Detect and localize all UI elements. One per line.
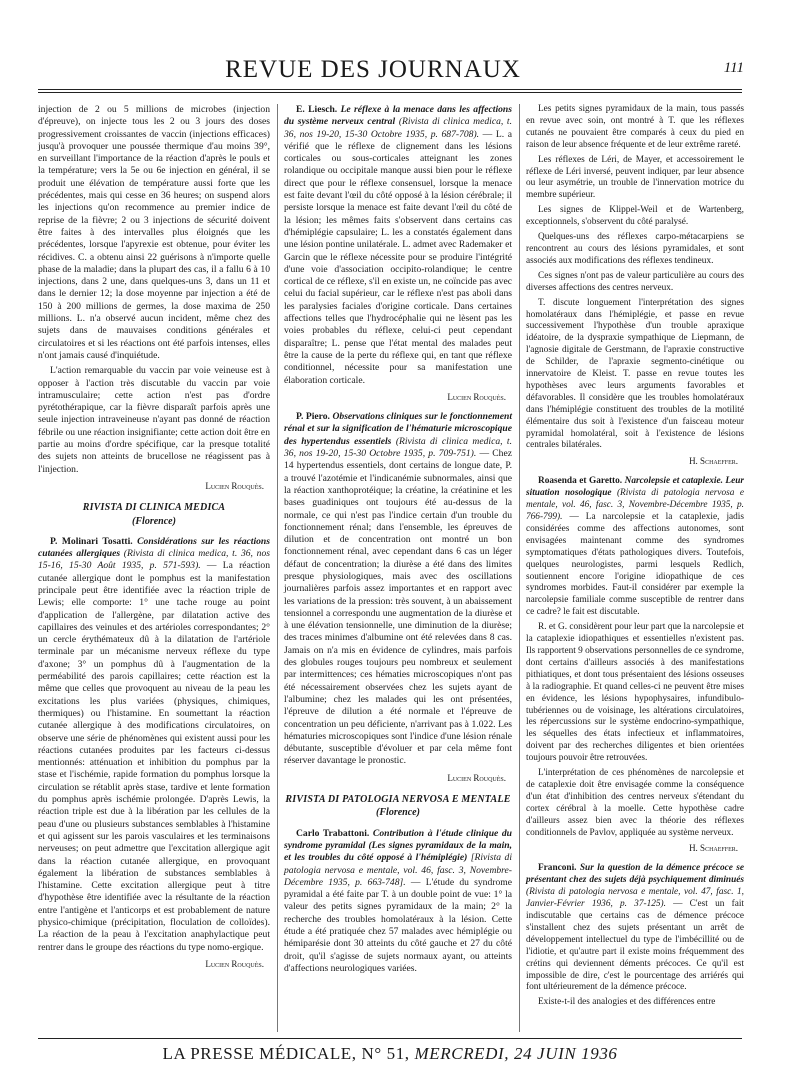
article-author: Roasenda et Garetto. bbox=[538, 476, 623, 487]
column-middle bbox=[284, 104, 512, 978]
article-reference: (Rivista di clinica medica, t. 36, nos 19-20, 15-30 Octobre 1935, p. 687-708). bbox=[284, 116, 512, 140]
column-left bbox=[38, 104, 270, 978]
article-reference: (Rivista di clinica medica, t. 36, nos 19-20, 15-30 Octobre 1935, p. 709-751). bbox=[284, 435, 512, 460]
article bbox=[284, 104, 512, 387]
page-header bbox=[38, 54, 744, 90]
header-rule-double bbox=[38, 92, 742, 93]
author-signature: H. Schaeffer. bbox=[689, 843, 738, 854]
paragraph: L'interprétation de ces phénomènes de narcolepsie et de cataplexie doit être envisagée comme la conséquence d'un état d'inhibition des centres nerveux s'étendant du cortex cérébral à la moelle. Cette hypothèse cadre d'ailleurs assez bien avec la théorie des réflexes conditionnels de Pavlov, appliquée au système nerveux. bbox=[526, 768, 744, 838]
section-subtitle: (Florence) bbox=[132, 515, 176, 527]
article-author: Carlo Trabattoni. bbox=[296, 827, 370, 839]
paragraph: injection de 2 ou 5 millions de microbes (injection d'épreuve), on injecte tous les 2 ou 3 jours des doses progressivement croissantes de vaccin (injections efficaces) jusqu'à provoquer une poussée thermique d'au moins 39°, en surveillant l'importance de la réaction d'après le pouls et la température; vers la 5e ou 6e injection en général, il se produit une élévation de température aussi forte que les précédentes, mais qui cesse en 36 heures; on suspend alors les injections qu'on recommence au premier indice de reprise de la fièvre; 2 ou 3 injections de sécurité doivent être faites à des intervalles plus éloignés que les précédentes, lorsque l'apyrexie est obtenue, pour éviter les récidives. C. a obtenu ainsi 22 guérisons à n'importe quelle phase de la maladie; dans la plupart des cas, il a fallu 6 à 10 injections, dans 2 une, dans quelques-uns 3, dans un 11 et dans le dernier 12; la dose moyenne par injection a été de 150 à 200 millions de germes, la dose maxima de 250 millions. L. n'a observé aucun incident, même chez des sujets dans de mauvaises conditions générales et circulatoires et si les réactions ont été parfois intenses, elles n'ont jamais causé d'inquiétude. bbox=[38, 104, 270, 361]
paragraph: Les signes de Klippel-Weil et de Wartenberg, exceptionnels, s'observent du côté paralysé. bbox=[526, 205, 744, 228]
article-title: Sur la question de la démence précoce se présentant chez des sujets déjà psychiquement diminués bbox=[526, 863, 744, 886]
footer-date: MERCREDI, 24 JUIN 1936 bbox=[414, 1044, 618, 1063]
article-title: Le réflexe à la menace dans les affections du système nerveux central bbox=[284, 104, 512, 128]
article-author: E. Liesch. bbox=[296, 104, 338, 115]
page-number: 111 bbox=[723, 60, 744, 76]
paragraph: R. et G. considèrent pour leur part que la narcolepsie et la cataplexie idiopathiques et essentielles n'existent pas. Ils rapportent 9 observations personnelles de ce syndrome, dont certains d'ailleurs associés à des manifestations pithiatiques, et dont tous présentaient des lésions osseuses à la radiographie. Et quand celles-ci ne peuvent être mises en évidence, les lésions hypophysaires, infundibulo-tubériennes ou de voisinage, les altérations circulatoires, les répercussions sur le système endocrino-sympathique, les séquelles des états infectieux et inflammatoires, doivent par des recherches diligentes et bien orientées toujours pouvoir être retrouvées. bbox=[526, 622, 744, 764]
article-title: Considérations sur les réactions cutanées allergiques bbox=[38, 535, 270, 560]
section-title: RIVISTA DI CLINICA MEDICA bbox=[82, 502, 226, 514]
header-rule bbox=[38, 89, 742, 90]
footer-rule bbox=[38, 1038, 742, 1039]
paragraph: Quelques-uns des réflexes carpo-métacarpiens se rencontrent au cours des lésions pyramidales, et sont associés aux modifications des réflexes tendineux. bbox=[526, 232, 744, 266]
column-divider bbox=[277, 104, 278, 1032]
article-body: — La narcolepsie et la cataplexie, jadis considérées comme des affections autonomes, sont envisagées maintenant comme des syndromes symptomatiques d'états pathologiques divers. Toutefois, quelques neurologistes, parmi lesquels Redlich, soutiennent encore l'origine idiopathique de ces syndromes morbides. Faut-il considérer par exemple la narcolepsie familiale comme susceptible de rentrer dans ce cadre? le fait est discutable. bbox=[526, 512, 745, 618]
article-reference: (Rivista di clinica medica, t. 36, nos 15-16, 15-30 Août 1935, p. 571-593). bbox=[38, 548, 270, 572]
article-author: P. Molinari Tosatti. bbox=[50, 535, 133, 547]
section-title: RIVISTA DI PATOLOGIA NERVOSA E MENTALE bbox=[285, 794, 511, 806]
article-body: — L'étude du syndrome pyramidal a été faite par T. à un double point de vue: 1° la valeur des petits signes pyramidaux de la main; 2° la recherche des troubles homolatéraux à la lésion. Cette étude a été pratiquée chez 57 malades avec hémiplégie ou hémiparésie dont 30 atteints du côté gauche et 27 du côté droit, qu'il s'agisse de sujets normaux ayant, ou atteints d'affections neurologiques variées. bbox=[284, 876, 512, 974]
article-reference: (Rivista di patologia nervosa e mentale, vol. 47, fasc. 1, Janvier-Février 1936, p. 37-125). bbox=[526, 887, 744, 910]
author-signature: H. Schaeffer. bbox=[689, 456, 738, 467]
author-signature: Lucien Rouquès. bbox=[447, 772, 506, 783]
article-title: Contribution à l'étude clinique du syndrome pyramidal (Les signes pyramidaux de la main, et les troubles du côté opposé à l'hémiplégie) bbox=[284, 827, 513, 864]
article-author: P. Piero. bbox=[296, 411, 330, 423]
article bbox=[526, 476, 744, 619]
article bbox=[526, 863, 744, 994]
author-signature: Lucien Rouquès. bbox=[205, 480, 264, 491]
paragraph: L'action remarquable du vaccin par voie veineuse est à opposer à l'action très discutable du vaccin par voie intramusculaire; cette action n'est pas d'ordre pyrétothérapique, car la fièvre disparaît parfois après une seule injection intraveineuse n'ayant pas donné de réaction fébrile ou une réaction insignifiante; cette action doit être en partie au moins d'ordre spécifique, car la presque totalité des sujets non atteints de brucellose ne réagissent pas à l'injection. bbox=[38, 365, 270, 475]
author-signature: Lucien Rouquès. bbox=[205, 958, 264, 969]
article-body: — Chez 14 hypertendus essentiels, dont certains de longue date, P. a trouvé l'azotémie et l'indicanémie subnormales, ainsi que la réaction xanthoprotéique; la créatine, la créatinine et les bases guadiniques ont toujours été au-dessus de la normale, ce qui n'est pas l'indice certain d'un trouble du fonctionnement rénal; dans l'ensemble, les épreuves de dilution et de concentration ont montré un bon fonctionnement rénal, avec cependant dans 6 cas un léger défaut de concentration; la diurèse a été dans des limites presque physiologiques, mais avec des oscillations journalières parfois assez importantes et en rapport avec les variations de la pression: très souvent, à un abaissement tensionnel a correspondu une augmentation de la diurèse et à une élévation tensionnelle, une diminution de la diurèse; des traces minimes d'albumine ont été relevées dans 8 cas. Jamais on n'a mis en évidence de cylindres, mais parfois des globules rouges toujours peu nombreux et seulement par intermittences; ces hématies microscopiques n'ont pas été nécessairement observées chez les sujets ayant de l'albumine; chez les malades qui les ont présentées, l'épreuve de dilution a été normale et l'épreuve de concentration un peu déficiente, n'arrivant pas à 1.022. Les hématuries microscopiques sont l'indice d'une lésion rénale débutante, susceptible d'évoluer et par cela même font réserver davantage le pronostic. bbox=[284, 448, 512, 767]
article-body: — C'est un fait indiscutable que certains cas de démence précoce s'installent chez des sujets présentant un arrêt de développement intellectuel du type de l'imbécillité ou de l'idiotie, et qu'autre part il existe moins fréquemment des crétins qui deviennent déments précoces. Ce qu'il est impossible de dire, c'est le pourcentage des arriérés qui font ultérieurement de la démence précoce. bbox=[526, 899, 744, 993]
article-title: Observations cliniques sur le fonctionnement rénal et sur la signification de l'hématurie microscopique des hypertendus essentiels bbox=[284, 411, 512, 447]
paragraph: T. discute longuement l'interprétation des signes homolatéraux dans l'hémiplégie, et passe en revue successivement l'hypothèse d'un trouble apraxique idéatoire, de la dyspraxie sympathique de Liepmann, de l'agnosie digitale de Gerstmann, de l'apraxie constructive de Schilder, de l'apraxie segmento-cinétique ou innervatoire de Kleist. T. passe en revue toutes les hypothèses avec leurs arguments favorables et défavorables. Il considère que les troubles homolatéraux dans l'hémiplégie constituent des troubles de la motilité élémentaire dus soit à l'existence d'un faisceau moteur pyramidal homolatéral, soit à l'existence de lésions centrales bilatérales. bbox=[526, 297, 744, 451]
article-reference: (Rivista di patologia nervosa e mentale, vol. 46, fasc. 3, Novembre-Décembre 1935, p. 766-799). bbox=[526, 488, 745, 522]
author-signature: Lucien Rouquès. bbox=[447, 391, 506, 402]
article bbox=[284, 828, 512, 976]
paragraph: Ces signes n'ont pas de valeur particulière au cours des diverses affections des centres nerveux. bbox=[526, 270, 744, 293]
column-divider bbox=[519, 104, 520, 1032]
article bbox=[284, 411, 512, 768]
article-body: — L. a vérifié que le réflexe de clignement dans les lésions corticales ou sous-corticales atteignant les zones rolandique ou occipitale manque aussi bien pour le réflexe direct que pour le réflexe consensuel, lorsque la menace est faite devant l'œil du côté opposé à la lésion cérébrale; il persiste lorsque la menace est faite devant l'œil du côté de la lésion; les mêmes faits s'observent dans certains cas d'hémiplégie capsulaire; L. les a constatés également dans une lésion pontine unilatérale. L. admet avec Rademaker et Garcin que le réflexe nécessite pour se produire l'intégrité d'une voie d'association occipito-rolandique; le centre cortical de ce réflexe, s'il en existe un, ne coïncide pas avec celui du facial supérieur, car le réflexe n'est pas aboli dans les paralysies faciales d'origine corticale. Dans certaines affections telles que l'hydrocéphalie qui ne lèsent pas les voies probables du réflexe, celui-ci peut cependant disparaître; L. pense que l'état mental des malades peut être la cause de la perte du réflexe qui, en tant que réflexe conditionnel, nécessite pour sa manifestation une élaboration corticale. bbox=[284, 128, 512, 386]
section-subtitle: (Florence) bbox=[376, 807, 420, 819]
paragraph: Existe-t-il des analogies et des différences entre bbox=[538, 997, 716, 1008]
article-reference: [Rivista di patologia nervosa e mentale, vol. 46, fasc. 3, Novembre-Décembre 1935, p. 663-748]. bbox=[284, 852, 512, 888]
article-author: Franconi. bbox=[538, 863, 577, 874]
article bbox=[38, 536, 270, 954]
article-title: Narcolepsie et cataplexie. Leur situation nosologique bbox=[526, 476, 745, 499]
journal-section-title: REVUE DES JOURNAUX bbox=[225, 56, 521, 83]
paragraph: Les petits signes pyramidaux de la main, tous passés en revue avec soin, ont montré à T. que les réflexes cutanés ne pouvaient être comparés à ceux du pied en raison de leur absence fréquente et de leur extrême rareté. bbox=[526, 104, 744, 150]
footer-journal: LA PRESSE MÉDICALE, N° 51, bbox=[162, 1044, 410, 1063]
column-right bbox=[526, 104, 744, 1012]
article-body: — La réaction cutanée allergique dont le pomphus est la manifestation principale peut être identifiée avec la réaction triple de Lewis; elle comporte: 1° une tache rouge au point d'application de l'allergène, par dilatation active des capillaires des veinules et des artérioles correspondantes; 2° un cercle érythémateux dû à la dilatation de l'artériole terminale par un mécanisme nerveux réflexe du type d'axone; 3° un pomphus dû à l'augmentation de la perméabilité des parois capillaires; cette réaction est la même que celles que provoquent au niveau de la peau les excitations les plus variées (physiques, chimiques, thermiques) ou l'histamine. En soumettant la réaction cutanée allergique à des modifications circulatoires, on observe une série de phénomènes qui existent aussi pour les réactions cutanées produites par les facteurs ci-dessus mentionnés: atténuation et inhibition du pomphus par la stase et l'ischémie, rapide formation du pomphus lorsque la circulation se rétablit après stase, tardive et lente formation du pomphus après ischémie prolongée. D'après Lewis, la réaction triple est due à la libération par les cellules de la peau d'une ou plusieurs substances semblables à l'histamine et qui agissent sur les parois vasculaires et les terminaisons nerveuses; on peut admettre que l'excitation allergique agit dans la réaction cutanée allergique, en provoquant également la libération de substances semblables à l'histamine. Cette excitation allergique peut à titre d'hypothèse être identifiée avec la résultante de la réaction entre l'antigène et l'anticorps et est probablement de nature physico-chimique (précipitation, floculation de colloïdes). La réaction de la peau à l'excitation anaphylactique peut rentrer dans le groupe des réactions du type nomo-ergique. bbox=[38, 560, 271, 953]
page-footer bbox=[38, 1044, 742, 1064]
paragraph: Les réflexes de Léri, de Mayer, et accessoirement le réflexe de Léri inversé, peuvent indiquer, par leur absence ou leur asymétrie, un trouble de l'innervation motrice du membre supérieur. bbox=[526, 154, 744, 201]
